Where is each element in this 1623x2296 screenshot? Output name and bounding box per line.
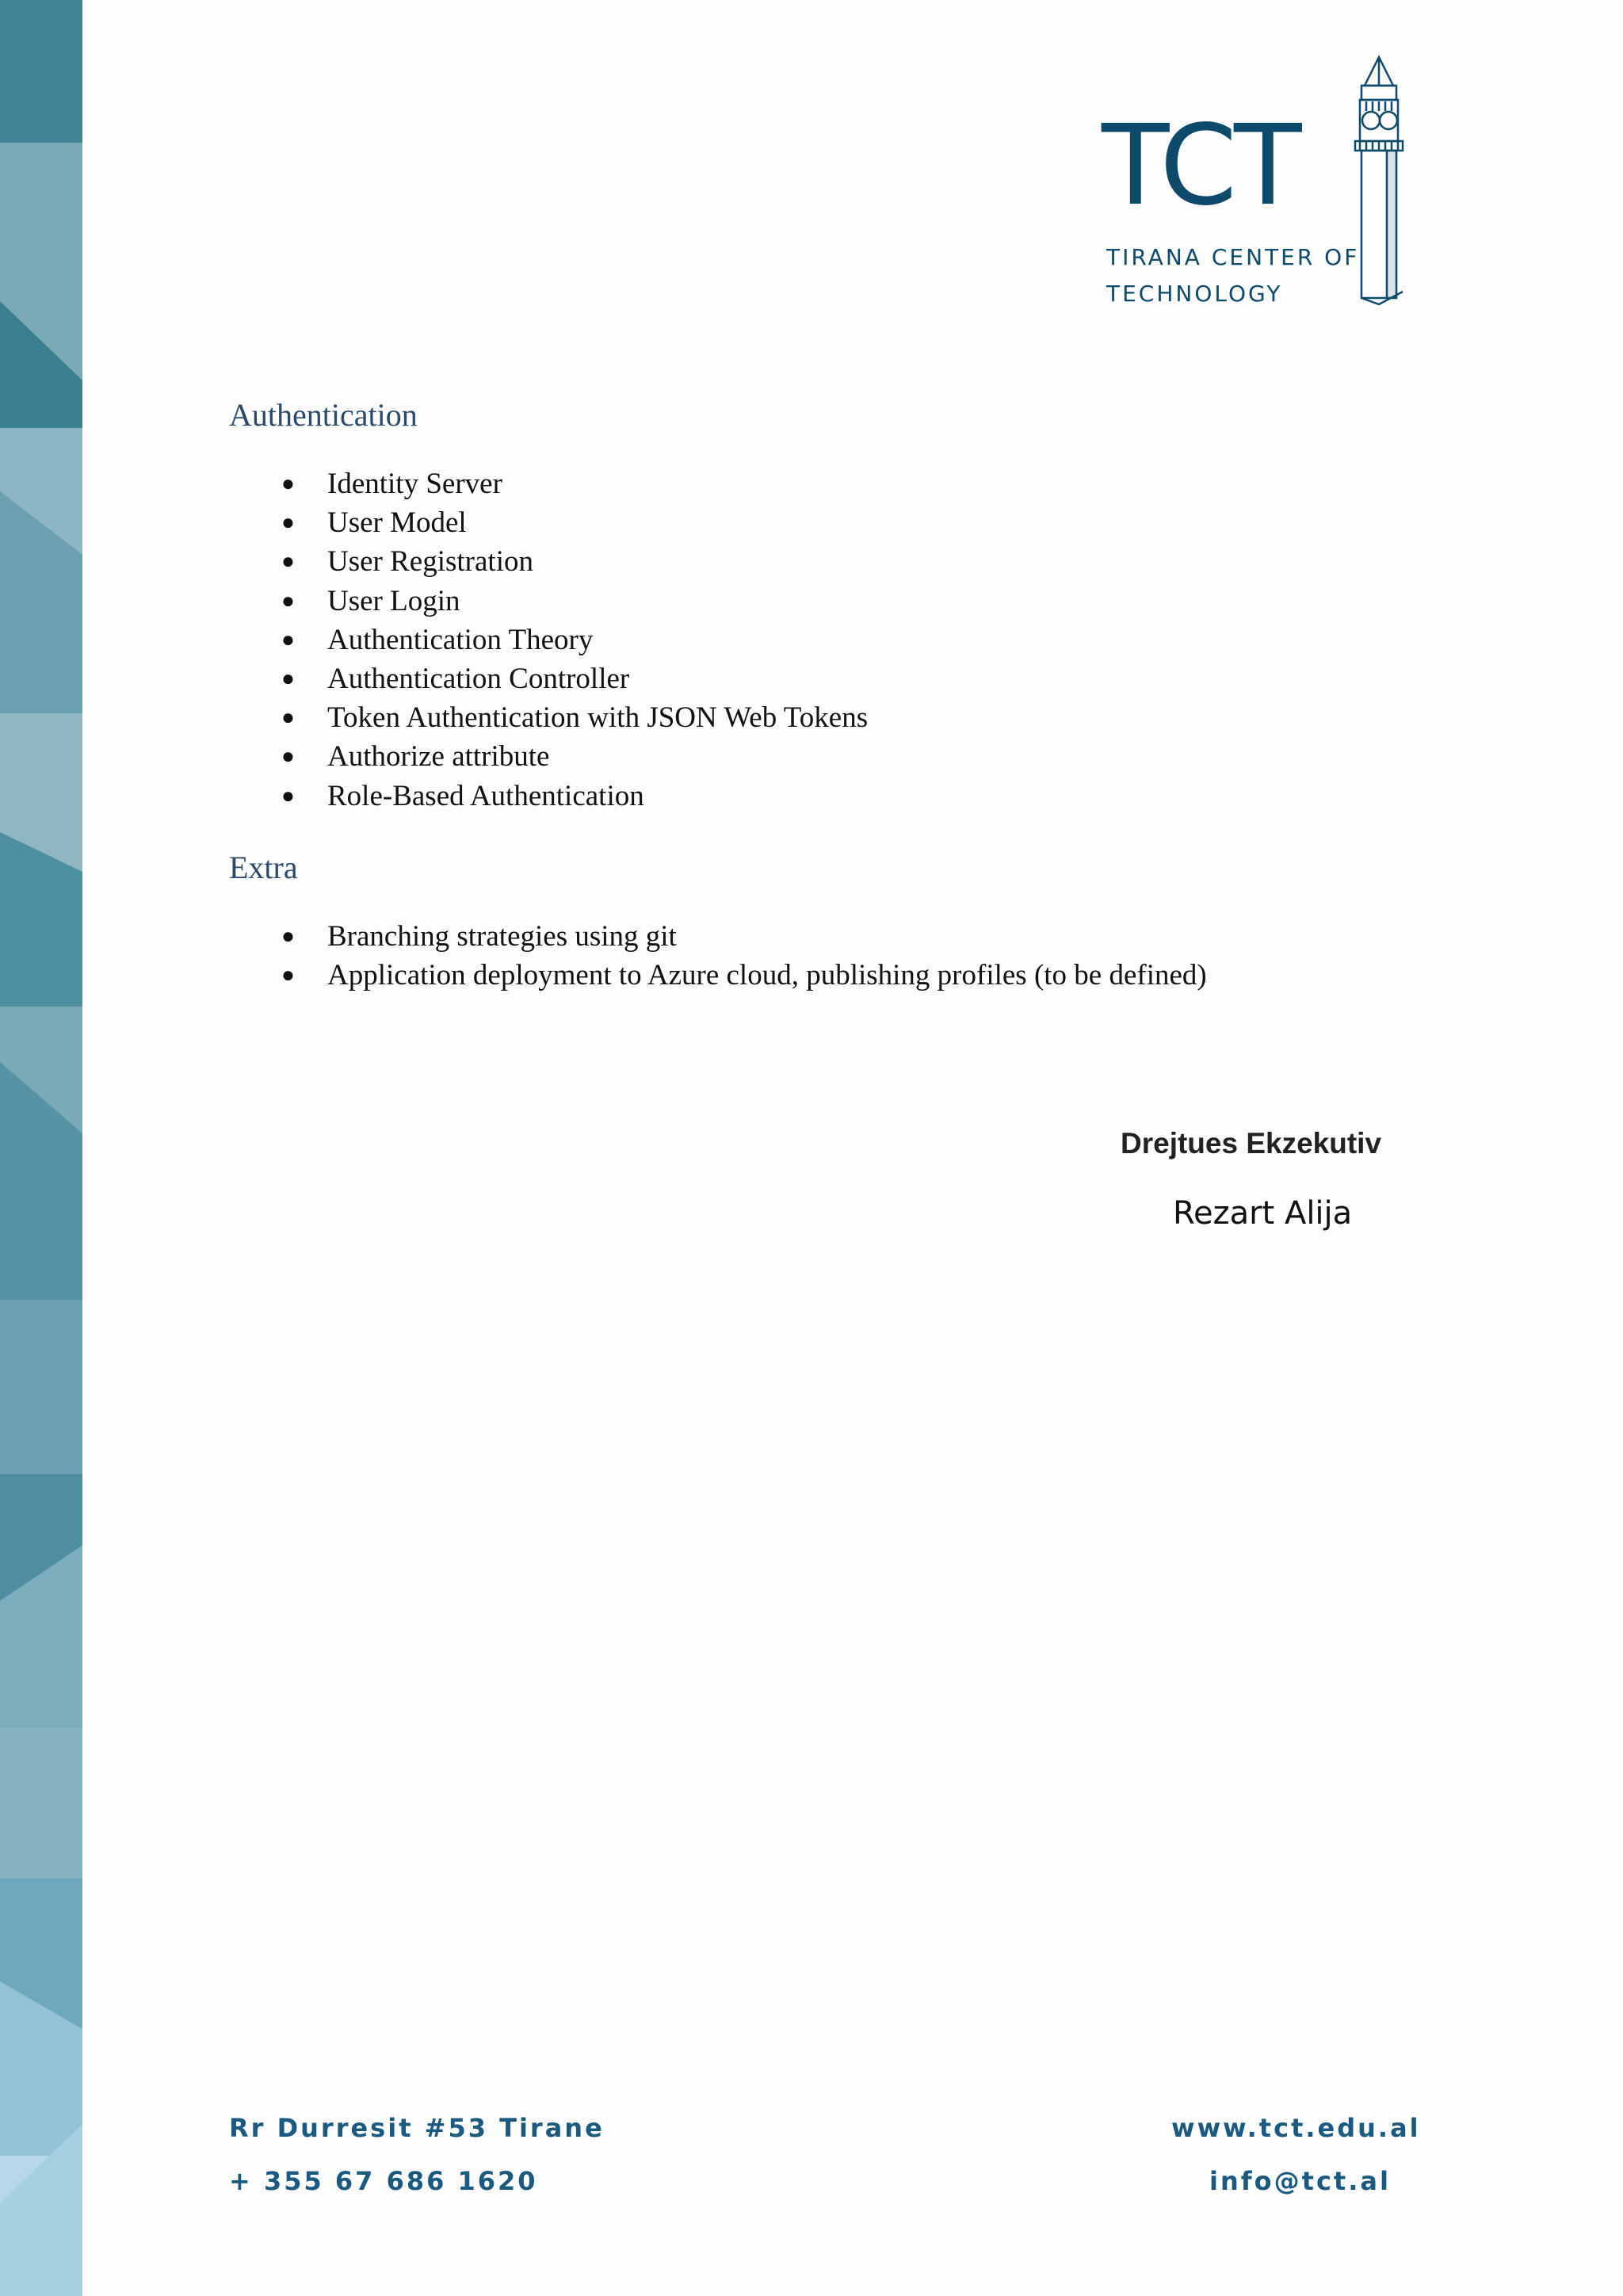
bullet-icon: ● (281, 705, 295, 731)
bullet-icon: ● (281, 549, 295, 575)
footer-address: Rr Durresit #53 Tirane (229, 2113, 605, 2143)
list-item (229, 737, 1481, 776)
list-item (229, 917, 1481, 956)
list-item (229, 582, 1481, 621)
signature-name: Rezart Alija (1173, 1195, 1353, 1232)
bullet-icon: ● (281, 510, 295, 536)
signature-title: Drejtues Ekzekutiv (1121, 1127, 1382, 1159)
list-item (229, 956, 1481, 995)
bullet-icon: ● (281, 923, 295, 949)
section-heading-authentication: Authentication (229, 397, 418, 433)
list-item-text: Authentication Theory (327, 623, 594, 656)
bullet-icon: ● (281, 667, 295, 692)
list-item (229, 542, 1481, 581)
decorative-side-strip (0, 0, 82, 2296)
logo-acronym: TCT (1102, 101, 1299, 231)
list-item-text: User Registration (327, 545, 533, 579)
section-heading-extra: Extra (229, 849, 298, 885)
list-item-text: Token Authentication with JSON Web Tokens (327, 701, 869, 735)
bullet-icon: ● (281, 963, 295, 988)
list-item-text: User Model (327, 506, 467, 540)
list-item-text: Role-Based Authentication (327, 779, 644, 812)
footer-email-link[interactable]: info@tct.al (1209, 2166, 1391, 2196)
bullet-icon: ● (281, 744, 295, 770)
list-item-text: Branching strategies using git (327, 919, 677, 953)
list-item-text: Application deployment to Azure cloud, publishing profiles (to be defined) (327, 959, 1207, 992)
course-outline (229, 393, 1481, 995)
bullet-icon: ● (281, 783, 295, 808)
list-item-text: User Login (327, 584, 460, 617)
extra-topic-list (229, 917, 1481, 995)
list-item-text: Identity Server (327, 468, 502, 500)
bullet-icon: ● (281, 472, 295, 496)
bullet-icon: ● (281, 627, 295, 652)
list-item (229, 464, 1481, 503)
list-item-text: Authorize attribute (327, 740, 550, 774)
list-item (229, 503, 1481, 542)
authentication-topic-list (229, 464, 1481, 816)
list-item-text: Authentication Controller (327, 663, 630, 696)
logo-subtitle-line2: TECHNOLOGY (1106, 281, 1283, 307)
tct-logo (1102, 48, 1434, 309)
list-item (229, 777, 1481, 816)
logo-subtitle-line1: TIRANA CENTER OF (1106, 244, 1360, 270)
bullet-icon: ● (281, 588, 295, 613)
list-item (229, 621, 1481, 659)
clock-tower-icon (1339, 54, 1419, 308)
list-item (229, 659, 1481, 698)
footer-phone: + 355 67 686 1620 (229, 2166, 538, 2196)
list-item (229, 698, 1481, 737)
footer-website-link[interactable]: www.tct.edu.al (1171, 2113, 1421, 2143)
